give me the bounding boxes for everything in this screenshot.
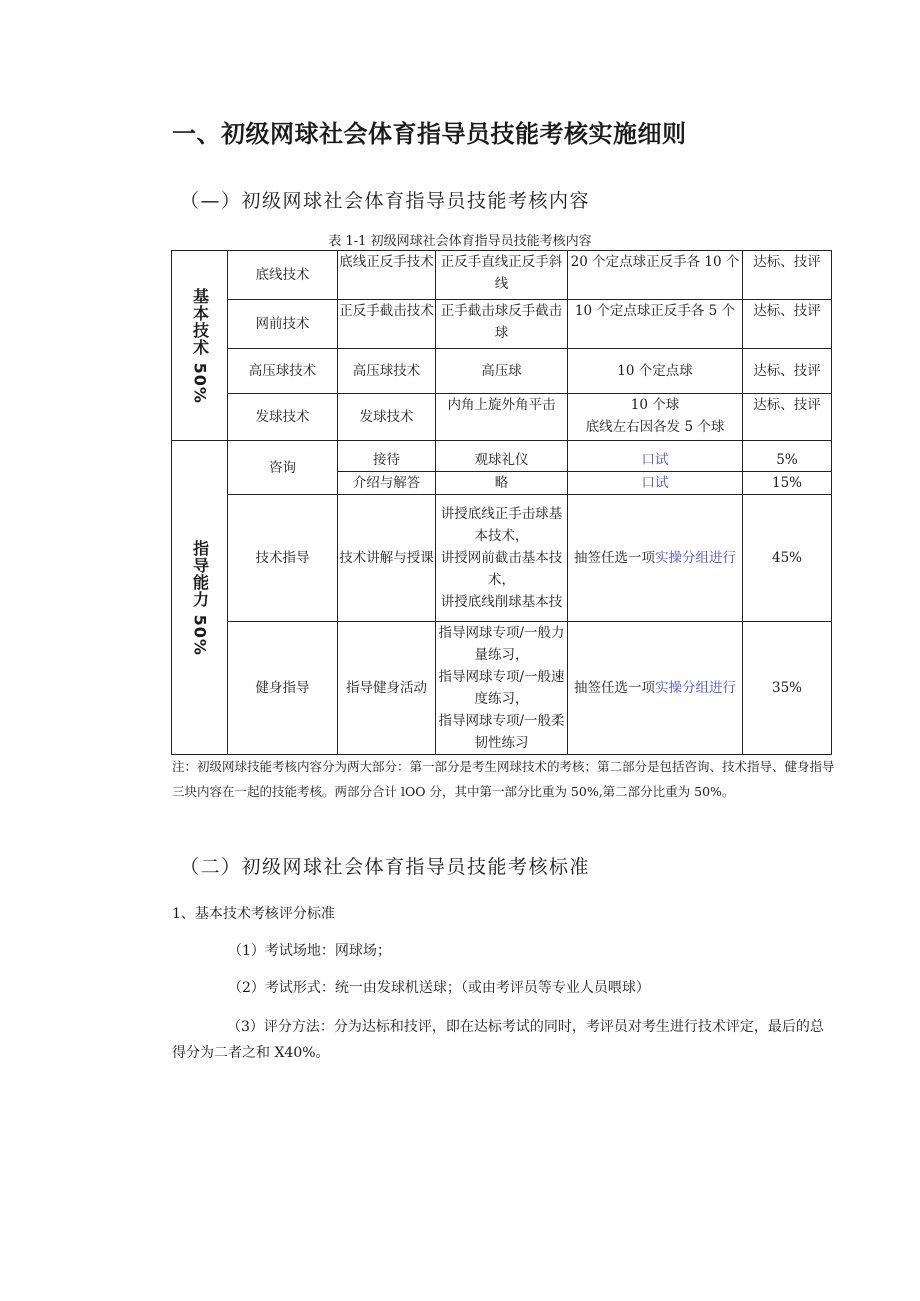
cell-score: 达标、技评 bbox=[743, 251, 832, 300]
cell-item: 网前技术 bbox=[228, 300, 338, 349]
cell-content: 正手截击球反手截击球 bbox=[436, 300, 568, 349]
assessment-table bbox=[171, 250, 832, 755]
cell-item: 技术指导 bbox=[228, 495, 338, 622]
table-row bbox=[172, 349, 832, 394]
cell-item: 底线技术 bbox=[228, 251, 338, 300]
section-2-title: （二）初级网球社会体育指导员技能考核标准 bbox=[180, 856, 591, 878]
cell-standard: 20 个定点球正反手各 10 个 bbox=[568, 251, 743, 300]
subsection-title: 1、基本技术考核评分标准 bbox=[172, 906, 335, 922]
cell-method: 高压球技术 bbox=[338, 349, 436, 394]
list-item: （1）考试场地：网球场； bbox=[228, 943, 391, 959]
table-row bbox=[172, 495, 832, 622]
table-row bbox=[172, 441, 832, 472]
cell-standard: 抽签任选一项实操分组进行 bbox=[568, 622, 743, 755]
cell-method: 发球技术 bbox=[338, 394, 436, 441]
page-title: 一、初级网球社会体育指导员技能考核实施细则 bbox=[172, 120, 687, 148]
table-row bbox=[172, 622, 832, 755]
list-item: （2）考试形式：统一由发球机送球；（或由考评员等专业人员喂球） bbox=[228, 980, 650, 996]
cell-content: 正反手直线正反手斜线 bbox=[436, 251, 568, 300]
cell-standard: 10 个球 底线左右因各发 5 个球 bbox=[568, 394, 743, 441]
table-note: 注：初级网球技能考核内容分为两大部分：第一部分是考生网球技术的考核；第二部分是包括咨询、技术指导、健身指导三块内容在一起的技能考核。两部分合计 lOO 分，其中第一部分比重为 50%,第二部分比重为 50%。 bbox=[172, 759, 835, 799]
section-1-title: （—）初级网球社会体育指导员技能考核内容 bbox=[180, 190, 591, 212]
cell-score: 达标、技评 bbox=[743, 394, 832, 441]
table-row bbox=[172, 394, 832, 441]
cell-method: 指导健身活动 bbox=[338, 622, 436, 755]
cell-content: 高压球 bbox=[436, 349, 568, 394]
cell-content: 略 bbox=[436, 472, 568, 495]
cell-weight: 45% bbox=[743, 495, 832, 622]
cell-item: 咨询 bbox=[228, 441, 338, 495]
cell-item: 高压球技术 bbox=[228, 349, 338, 394]
cell-standard: 口试 bbox=[568, 441, 743, 472]
cell-method: 介绍与解答 bbox=[338, 472, 436, 495]
cell-item: 健身指导 bbox=[228, 622, 338, 755]
cell-content: 指导网球专项/一般力量练习， 指导网球专项/一般速度练习， 指导网球专项/一般柔韧性练习 bbox=[436, 622, 568, 755]
table-row bbox=[172, 251, 832, 300]
cell-standard: 10 个定点球 bbox=[568, 349, 743, 394]
cell-weight: 15% bbox=[743, 472, 832, 495]
cell-method: 底线正反手技术 bbox=[338, 251, 436, 300]
group-label-basic: 基本技术 50% bbox=[172, 251, 228, 441]
cell-score: 达标、技评 bbox=[743, 349, 832, 394]
cell-content: 讲授底线正手击球基本技术， 讲授网前截击基本技术， 讲授底线削球基本技 bbox=[436, 495, 568, 622]
list-item: （3）评分方法：分为达标和技评，即在达标考试的同时，考评员对考生进行技术评定，最后的总得分为二者之和 X40%。 bbox=[172, 1019, 824, 1061]
cell-score: 达标、技评 bbox=[743, 300, 832, 349]
cell-standard: 10 个定点球正反手各 5 个 bbox=[568, 300, 743, 349]
table-row bbox=[172, 300, 832, 349]
cell-content: 内角上旋外角平击 bbox=[436, 394, 568, 441]
cell-weight: 35% bbox=[743, 622, 832, 755]
table-caption: 表 1-1 初级网球社会体育指导员技能考核内容 bbox=[328, 234, 592, 249]
cell-standard: 抽签任选一项实操分组进行 bbox=[568, 495, 743, 622]
cell-item: 发球技术 bbox=[228, 394, 338, 441]
cell-standard: 口试 bbox=[568, 472, 743, 495]
group-label-guidance: 指导能力 50% bbox=[172, 441, 228, 755]
cell-method: 技术讲解与授课 bbox=[338, 495, 436, 622]
cell-weight: 5% bbox=[743, 441, 832, 472]
cell-method: 接待 bbox=[338, 441, 436, 472]
cell-content: 观球礼仪 bbox=[436, 441, 568, 472]
cell-method: 正反手截击技术 bbox=[338, 300, 436, 349]
